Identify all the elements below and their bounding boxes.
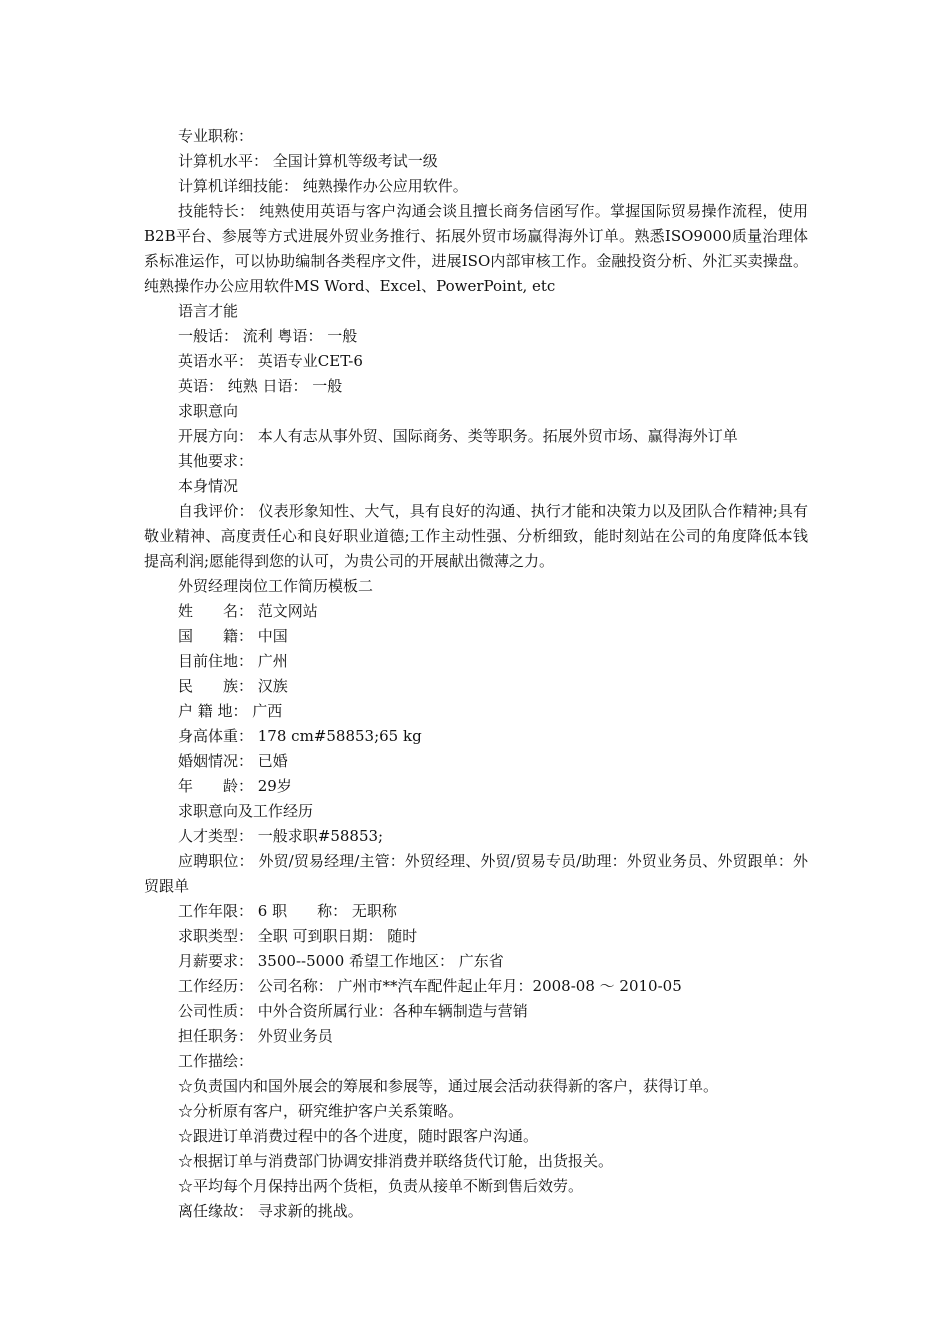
heading-job-intention-experience: 求职意向及工作经历 bbox=[178, 802, 314, 820]
heading-resume-template-two: 外贸经理岗位工作简历模板二 bbox=[178, 577, 374, 595]
paragraph-self-evaluation: 自我评价： 仪表形象知性、大气，具有良好的沟通、执行才能和决策力以及团队合作精神;具有敬业精神、高度责任心和良好职业道德;工作主动性强、分析细致，能时刻站在公司的角度降低本钱提高利润;愿能得到您的认可，为贵公司的开展献出微薄之力。 bbox=[144, 502, 808, 570]
line-age: 年 龄： 29岁 bbox=[178, 777, 292, 795]
line-height-weight: 身高体重： 178 cm#58853;65 kg bbox=[178, 727, 422, 745]
line-name: 姓 名： 范文网站 bbox=[178, 602, 318, 620]
list-item-duty-2: ☆分析原有客户，研究维护客户关系策略。 bbox=[178, 1102, 464, 1120]
paragraph-skill-specialties: 技能特长： 纯熟使用英语与客户沟通会谈且擅长商务信函写作。掌握国际贸易操作流程，使用B2B平台、参展等方式进展外贸业务推行、拓展外贸市场赢得海外订单。熟悉ISO9000质量治理体系标准运作，可以协助编制各类程序文件，进展ISO内部审核工作。金融投资分析、外汇买卖操盘。纯熟操作办公应用软件MS Word、Excel、PowerPoint, etc bbox=[144, 202, 808, 295]
line-nationality: 国 籍： 中国 bbox=[178, 627, 288, 645]
line-current-residence: 目前住地： 广州 bbox=[178, 652, 288, 670]
line-salary-requirement: 月薪要求： 3500--5000 希望工作地区： 广东省 bbox=[178, 952, 504, 970]
line-talent-type: 人才类型： 一般求职#58853; bbox=[178, 827, 384, 845]
list-item-duty-5: ☆平均每个月保持出两个货柜，负责从接单不断到售后效劳。 bbox=[178, 1177, 584, 1195]
line-work-experience: 工作经历： 公司名称： 广州市**汽车配件起止年月：2008-08 ～ 2010-05 bbox=[178, 977, 682, 995]
line-company-nature: 公司性质： 中外合资所属行业：各种车辆制造与营销 bbox=[178, 1002, 528, 1020]
line-ethnicity: 民 族： 汉族 bbox=[178, 677, 288, 695]
line-other-requirements: 其他要求： bbox=[178, 452, 254, 470]
line-work-years: 工作年限： 6 职 称： 无职称 bbox=[178, 902, 397, 920]
heading-job-intention: 求职意向 bbox=[178, 402, 239, 420]
line-computer-skills: 计算机详细技能： 纯熟操作办公应用软件。 bbox=[178, 177, 468, 195]
list-item-duty-3: ☆跟进订单消费过程中的各个进度，随时跟客户沟通。 bbox=[178, 1127, 539, 1145]
line-development-direction: 开展方向： 本人有志从事外贸、国际商务、类等职务。拓展外贸市场、赢得海外订单 bbox=[178, 427, 738, 445]
line-computer-level: 计算机水平： 全国计算机等级考试一级 bbox=[178, 152, 438, 170]
line-reason-for-leaving: 离任缘故： 寻求新的挑战。 bbox=[178, 1202, 363, 1220]
line-household-registration: 户 籍 地： 广西 bbox=[178, 702, 283, 720]
line-position-held: 担任职务： 外贸业务员 bbox=[178, 1027, 333, 1045]
line-english-level: 英语水平： 英语专业CET-6 bbox=[178, 352, 363, 370]
line-professional-title: 专业职称： bbox=[178, 127, 254, 145]
line-job-description: 工作描绘： bbox=[178, 1052, 254, 1070]
line-job-type: 求职类型： 全职 可到职日期： 随时 bbox=[178, 927, 418, 945]
heading-language-ability: 语言才能 bbox=[178, 302, 239, 320]
list-item-duty-1: ☆负责国内和国外展会的筹展和参展等，通过展会活动获得新的客户，获得订单。 bbox=[178, 1077, 719, 1095]
list-item-duty-4: ☆根据订单与消费部门协调安排消费并联络货代订舱，出货报关。 bbox=[178, 1152, 614, 1170]
heading-personal-situation: 本身情况 bbox=[178, 477, 239, 495]
line-mandarin-cantonese: 一般话： 流利 粤语： 一般 bbox=[178, 327, 358, 345]
line-english-japanese: 英语： 纯熟 日语： 一般 bbox=[178, 377, 343, 395]
document-body bbox=[144, 124, 808, 1224]
line-marital-status: 婚姻情况： 已婚 bbox=[178, 752, 288, 770]
paragraph-applied-position: 应聘职位： 外贸/贸易经理/主管：外贸经理、外贸/贸易专员/助理：外贸业务员、外贸跟单：外贸跟单 bbox=[144, 852, 808, 895]
